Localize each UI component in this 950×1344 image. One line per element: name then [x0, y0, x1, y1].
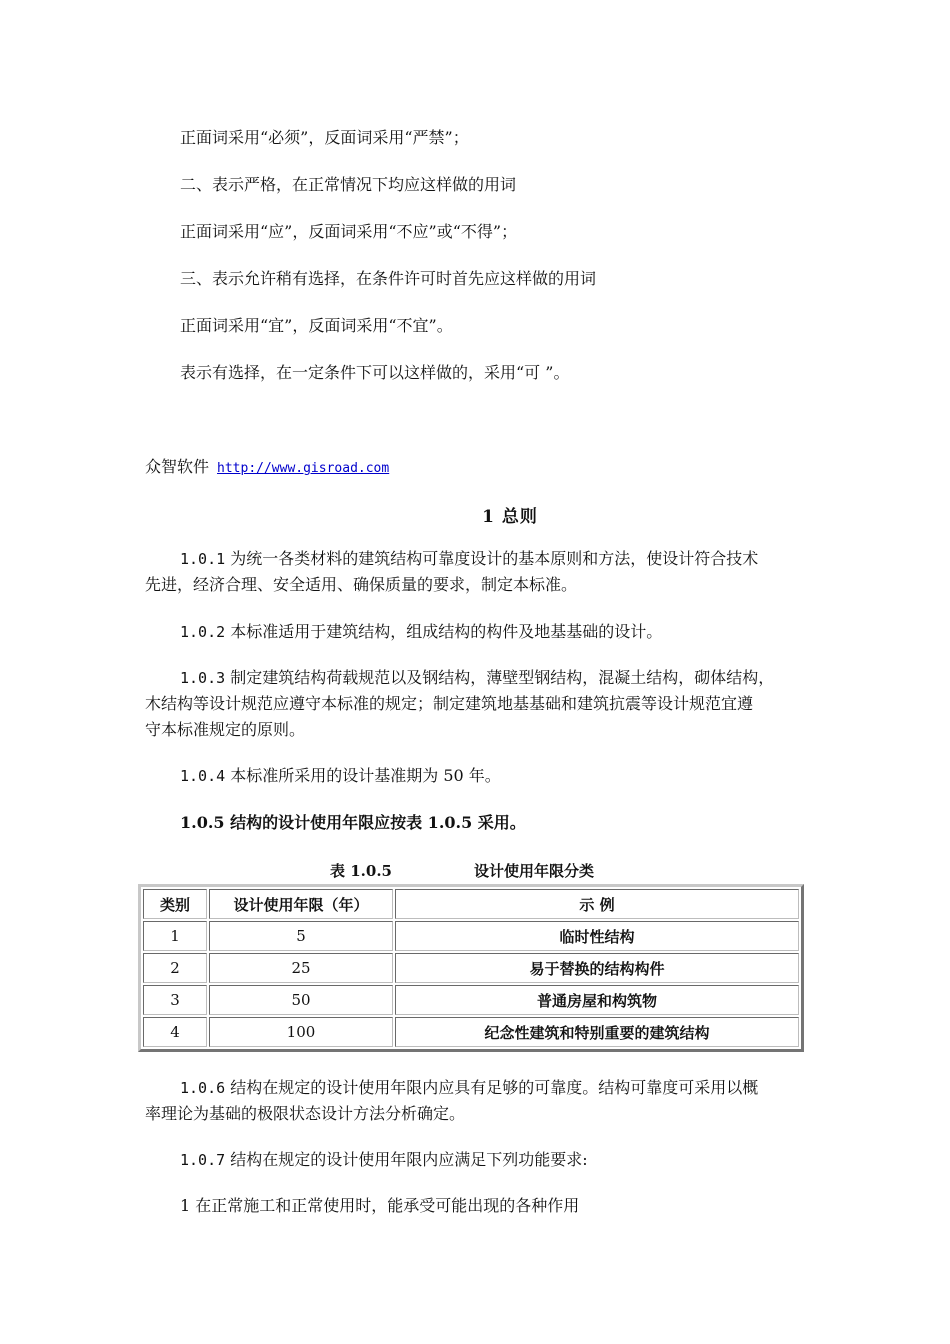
clause-1-0-2: 1.0.2 本标准适用于建筑结构，组成结构的构件及地基基础的设计。	[180, 622, 663, 641]
cell-example: 临时性结构	[395, 921, 799, 951]
clause-1-0-3-line3: 守本标准规定的原则。	[145, 720, 306, 739]
clause-number: 1.0.4	[180, 767, 226, 785]
cell-category: 4	[143, 1017, 207, 1047]
clause-1-0-7: 1.0.7 结构在规定的设计使用年限内应满足下列功能要求:	[180, 1150, 588, 1169]
cell-example: 普通房屋和构筑物	[395, 985, 799, 1015]
clause-1-0-1-line1: 1.0.1 为统一各类材料的建筑结构可靠度设计的基本原则和方法，使设计符合技术	[180, 549, 759, 568]
header-example: 示 例	[395, 889, 799, 919]
clause-1-0-4: 1.0.4 本标准所采用的设计基准期为 50 年。	[180, 766, 501, 785]
clause-number: 1.0.1	[180, 550, 226, 568]
text-line: 正面词采用“应”，反面词采用“不应”或“不得”；	[180, 222, 518, 241]
site-name: 众智软件	[145, 457, 210, 476]
text-line: 二、表示严格，在正常情况下均应这样做的用词	[180, 175, 517, 194]
clause-1-0-6-line1: 1.0.6 结构在规定的设计使用年限内应具有足够的可靠度。结构可靠度可采用以概	[180, 1078, 759, 1097]
table-caption-title: 设计使用年限分类	[474, 862, 595, 880]
header-category: 类别	[143, 889, 207, 919]
text-line: 表示有选择，在一定条件下可以这样做的，采用“可 ”。	[180, 363, 570, 382]
cell-years: 100	[209, 1017, 393, 1047]
cell-category: 2	[143, 953, 207, 983]
clause-1-0-5: 1.0.5 结构的设计使用年限应按表 1.0.5 采用。	[180, 813, 526, 832]
cell-years: 25	[209, 953, 393, 983]
text-line: 三、表示允许稍有选择，在条件许可时首先应这样做的用词	[180, 269, 597, 288]
chapter-title: 1 总则	[482, 507, 538, 527]
cell-years: 50	[209, 985, 393, 1015]
clause-1-0-3-line1: 1.0.3 制定建筑结构荷载规范以及钢结构，薄壁型钢结构，混凝土结构，砌体结构，	[180, 668, 775, 687]
table-row	[143, 953, 799, 983]
clause-1-0-1-line2: 先进，经济合理、安全适用、确保质量的要求，制定本标准。	[145, 575, 578, 594]
table-row	[143, 1017, 799, 1047]
cell-category: 1	[143, 921, 207, 951]
clause-number: 1.0.3	[180, 669, 226, 687]
table-header-row	[143, 889, 799, 919]
clause-number: 1.0.6	[180, 1079, 226, 1097]
table-row	[143, 985, 799, 1015]
clause-number: 1.0.2	[180, 623, 226, 641]
list-item: 1 在正常施工和正常使用时，能承受可能出现的各种作用	[180, 1196, 580, 1215]
clause-number: 1.0.7	[180, 1151, 226, 1169]
cell-example: 纪念性建筑和特别重要的建筑结构	[395, 1017, 799, 1047]
site-credit	[145, 457, 389, 479]
header-service-life: 设计使用年限（年）	[209, 889, 393, 919]
table-caption-number: 表 1.0.5	[330, 862, 392, 880]
clause-1-0-3-line2: 木结构等设计规范应遵守本标准的规定；制定建筑地基基础和建筑抗震等设计规范宜遵	[145, 694, 754, 713]
text-line: 正面词采用“宜”，反面词采用“不宜”。	[180, 316, 453, 335]
clause-1-0-6-line2: 率理论为基础的极限状态设计方法分析确定。	[145, 1104, 466, 1123]
table-row	[143, 921, 799, 951]
cell-example: 易于替换的结构构件	[395, 953, 799, 983]
text-line: 正面词采用“必须”，反面词采用“严禁”；	[180, 128, 469, 147]
service-life-table	[138, 884, 804, 1052]
cell-years: 5	[209, 921, 393, 951]
site-link[interactable]: http://www.gisroad.com	[217, 461, 390, 476]
cell-category: 3	[143, 985, 207, 1015]
